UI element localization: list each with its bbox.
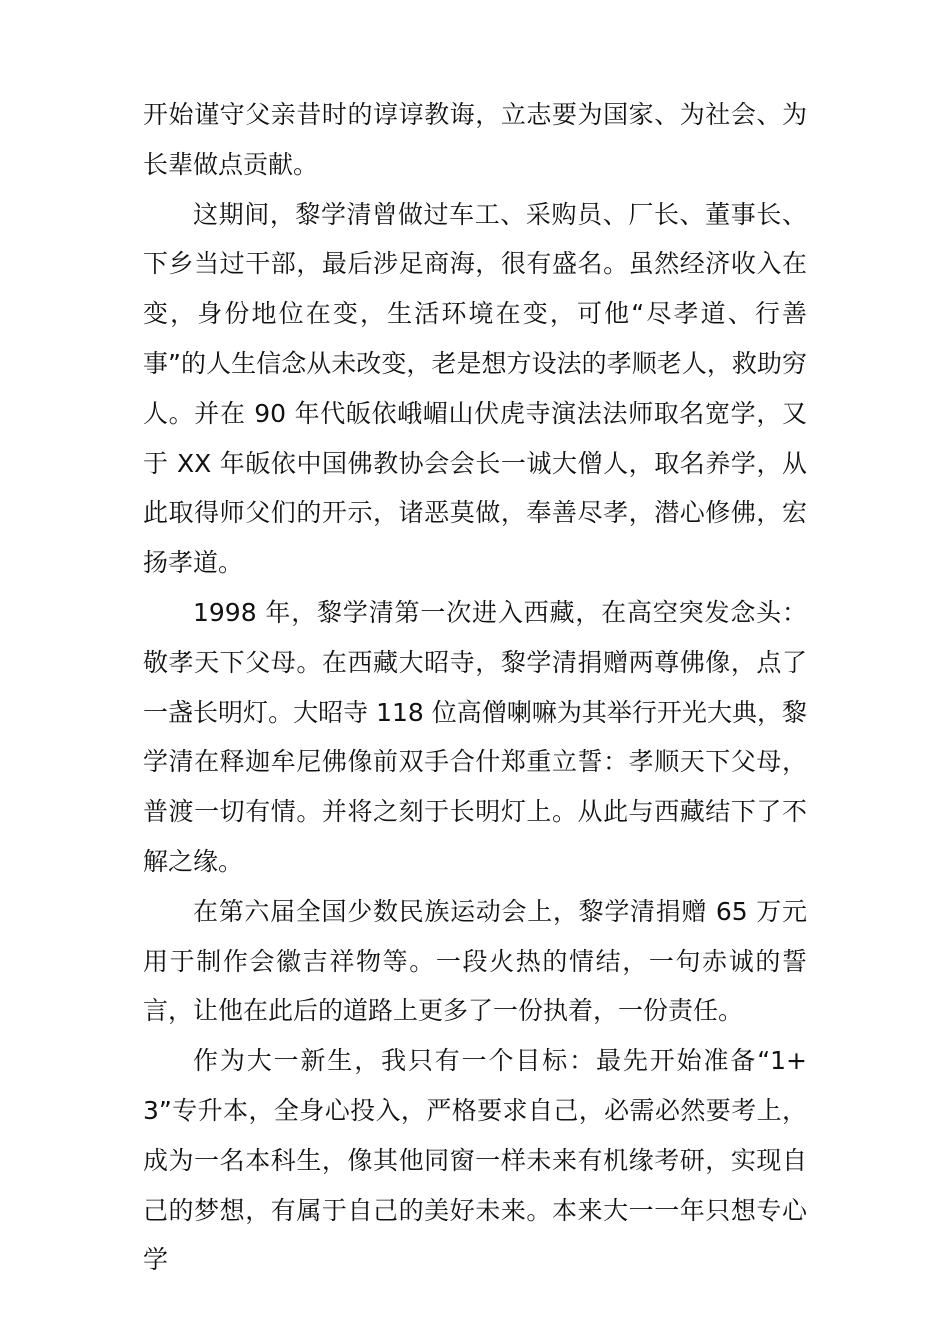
paragraph-5: 作为大一新生，我只有一个目标：最先开始准备“1+3”专升本，全身心投入，严格要求自己，必需必然要考上，成为一名本科生，像其他同窗一样未来有机缘考研，实现自己的梦想，有属于自己的美好未来。本来大一一年只想专心学	[143, 1046, 807, 1275]
paragraph-3: 1998 年，黎学清第一次进入西藏，在高空突发念头：敬孝天下父母。在西藏大昭寺，黎学清捐赠两尊佛像，点了一盏长明灯。大昭寺 118 位高僧喇嘛为其举行开光大典，黎学清在释迦牟尼佛像前双手合什郑重立誓：孝顺天下父母，普渡一切有情。并将之刻于长明灯上。从此与西藏结下了不解之缘。	[143, 597, 807, 876]
paragraph-1: 开始谨守父亲昔时的谆谆教诲，立志要为国家、为社会、为长辈做点贡献。	[143, 100, 807, 179]
document-body	[143, 90, 807, 1285]
paragraph-2: 这期间，黎学清曾做过车工、采购员、厂长、董事长、下乡当过干部，最后涉足商海，很有盛名。虽然经济收入在变，身份地位在变，生活环境在变，可他“尽孝道、行善事”的人生信念从未改变，老是想方设法的孝顺老人，救助穷人。并在 90 年代皈依峨嵋山伏虎寺演法法师取名宽学，又于 XX 年皈依中国佛教协会会长一诚大僧人，取名养学，从此取得师父们的开示，诸恶莫做，奉善尽孝，潜心修佛，宏扬孝道。	[143, 199, 807, 578]
paragraph-4: 在第六届全国少数民族运动会上，黎学清捐赠 65 万元用于制作会徽吉祥物等。一段火热的情结，一句赤诚的誓言，让他在此后的道路上更多了一份执着，一份责任。	[143, 896, 807, 1026]
